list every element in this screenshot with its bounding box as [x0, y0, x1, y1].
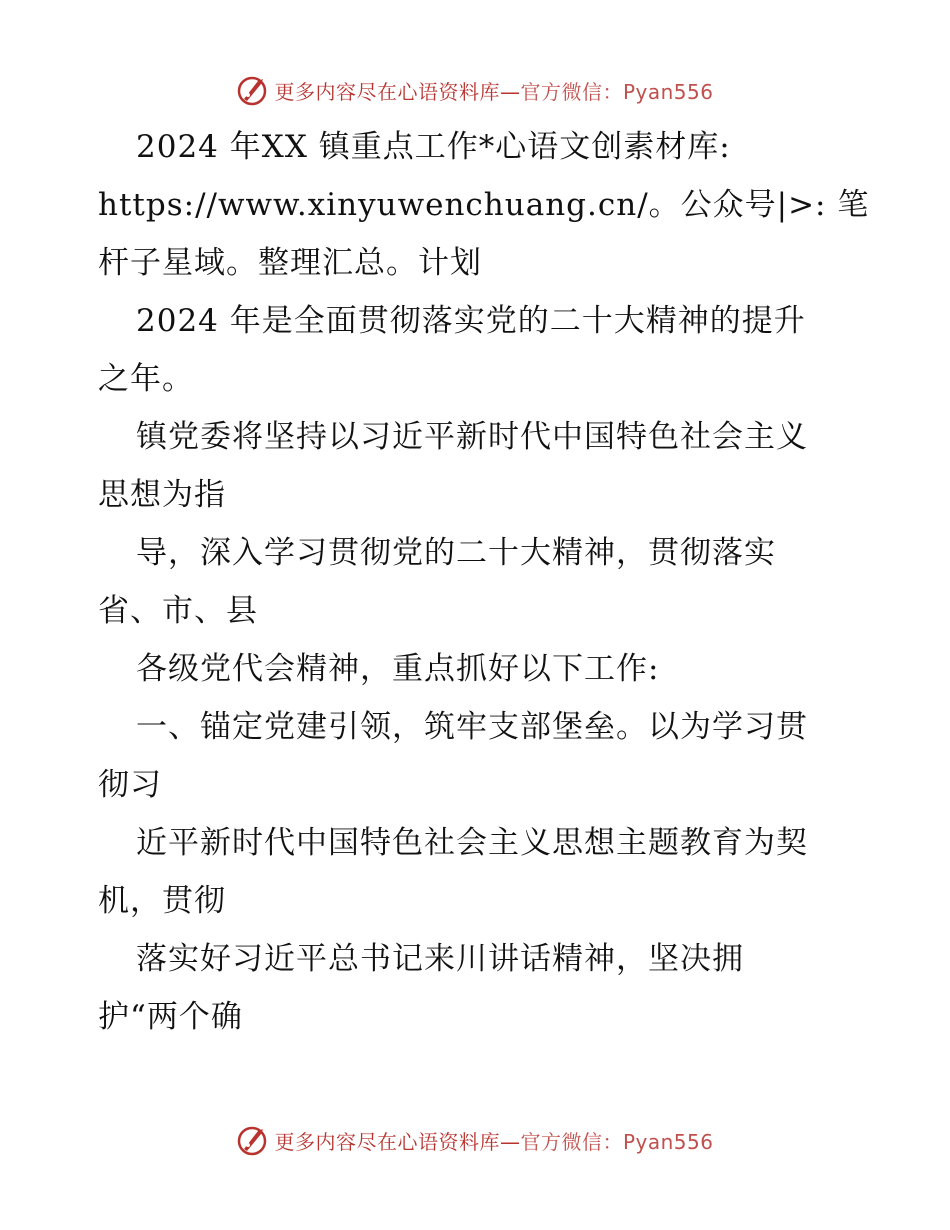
- document-body: [98, 118, 870, 1046]
- banner-slogan: 更多内容尽在心语资料库—: [274, 79, 521, 104]
- paragraph-line: 一、锚定党建引领，筑牢支部堡垒。以为学习贯: [136, 709, 808, 745]
- paragraph-line: 各级党代会精神，重点抓好以下工作:: [136, 651, 660, 687]
- paragraph-line: 护“两个确: [98, 999, 243, 1035]
- banner-slogan: 更多内容尽在心语资料库—: [274, 1129, 521, 1154]
- paragraph-line: 之年。: [98, 361, 194, 397]
- banner-text: [274, 1126, 713, 1155]
- pen-logo-icon: [236, 73, 270, 107]
- banner-wechat: 官方微信：Pyan556: [520, 79, 714, 104]
- paragraph-line: 省、市、县: [98, 593, 258, 629]
- paragraph-line: 近平新时代中国特色社会主义思想主题教育为契: [136, 825, 808, 861]
- footer-watermark-banner: [0, 1120, 950, 1160]
- paragraph-line: 杆子星域。整理汇总。计划: [98, 245, 482, 281]
- paragraph-line: https://www.xinyuwenchuang.cn/。公众号|>: 笔: [98, 187, 870, 223]
- header-watermark-banner: [0, 70, 950, 110]
- banner-text: [274, 76, 713, 105]
- paragraph-line: 机，贯彻: [98, 883, 226, 919]
- banner-wechat: 官方微信：Pyan556: [520, 1129, 714, 1154]
- paragraph-line: 导，深入学习贯彻党的二十大精神，贯彻落实: [136, 535, 776, 571]
- paragraph-line: 落实好习近平总书记来川讲话精神，坚决拥: [136, 941, 744, 977]
- paragraph-line: 镇党委将坚持以习近平新时代中国特色社会主义: [136, 419, 808, 455]
- paragraph-line: 彻习: [98, 767, 162, 803]
- paragraph-line: 2024 年是全面贯彻落实党的二十大精神的提升: [136, 303, 806, 339]
- paragraph-line: 思想为指: [98, 477, 226, 513]
- paragraph-line: 2024 年XX 镇重点工作*心语文创素材库:: [136, 129, 731, 165]
- pen-logo-icon: [236, 1123, 270, 1157]
